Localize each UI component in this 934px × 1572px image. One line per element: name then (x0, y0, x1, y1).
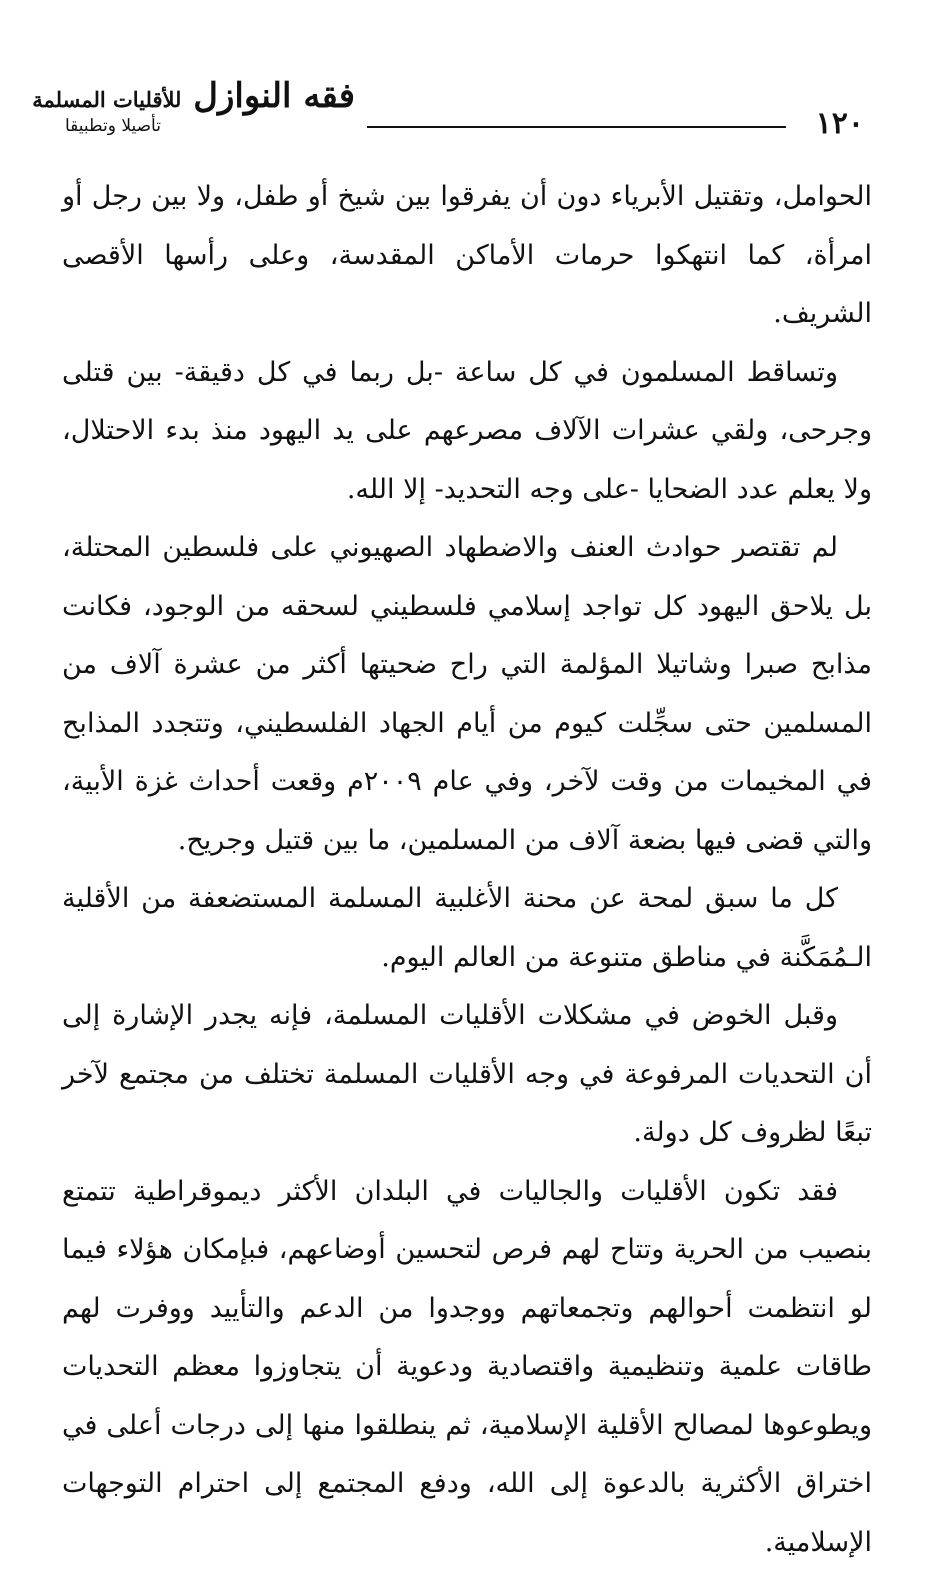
page-header (55, 72, 864, 162)
paragraph: كل ما سبق لمحة عن محنة الأغلبية المسلمة المستضعفة من الأقلية الـمُمَكَّنة في مناطق متنوعة من العالم اليوم. (62, 870, 872, 987)
paragraph: لم تقتصر حوادث العنف والاضطهاد الصهيوني على فلسطين المحتلة، بل يلاحق اليهود كل تواجد إسلامي فلسطيني لسحقه من الوجود، فكانت مذابح صبرا وشاتيلا المؤلمة التي راح ضحيتها أكثر من عشرة آلاف من المسلمين حتى سجِّلت كيوم من أيام الجهاد الفلسطيني، وتتجدد المذابح في المخيمات من وقت لآخر، وفي عام ٢٠٠٩م وقعت أحداث غزة الأبية، والتي قضى فيها بضعة آلاف من المسلمين، ما بين قتيل وجريح. (62, 519, 872, 870)
book-subtitle: تأصيلا وتطبيقا (65, 116, 355, 136)
book-title-block (55, 72, 355, 162)
book-title-main: فقه النوازل (193, 76, 355, 116)
paragraph: وتساقط المسلمون في كل ساعة -بل ربما في كل دقيقة- بين قتلى وجرحى، ولقي عشرات الآلاف مصرعهم على يد اليهود منذ بدء الاحتلال، ولا يعلم عدد الضحايا -على وجه التحديد- إلا الله. (62, 344, 872, 520)
page-number: ١٢٠ (816, 106, 864, 141)
paragraph: فقد تكون الأقليات والجاليات في البلدان الأكثر ديموقراطية تتمتع بنصيب من الحرية وتتاح لهم فرص لتحسين أوضاعهم، فبإمكان هؤلاء فيما لو انتظمت أحوالهم وتجمعاتهم ووجدوا من الدعم والتأييد ووفرت لهم طاقات علمية وتنظيمية واقتصادية ودعوية أن يتجاوزوا معظم التحديات ويطوعوها لمصالح الأقلية الإسلامية، ثم ينطلقوا منها إلى درجات أعلى في اختراق الأكثرية بالدعوة إلى الله، ودفع المجتمع إلى احترام التوجهات الإسلامية. (62, 1163, 872, 1572)
book-title-sub: للأقليات المسلمة (32, 87, 181, 112)
body-text (62, 168, 872, 1572)
header-rule (367, 126, 786, 128)
paragraph: وقبل الخوض في مشكلات الأقليات المسلمة، فإنه يجدر الإشارة إلى أن التحديات المرفوعة في وجه الأقليات المسلمة تختلف من مجتمع لآخر تبعًا لظروف كل دولة. (62, 987, 872, 1163)
paragraph: الحوامل، وتقتيل الأبرياء دون أن يفرقوا بين شيخ أو طفل، ولا بين رجل أو امرأة، كما انتهكوا حرمات الأماكن المقدسة، وعلى رأسها الأقصى الشريف. (62, 168, 872, 344)
